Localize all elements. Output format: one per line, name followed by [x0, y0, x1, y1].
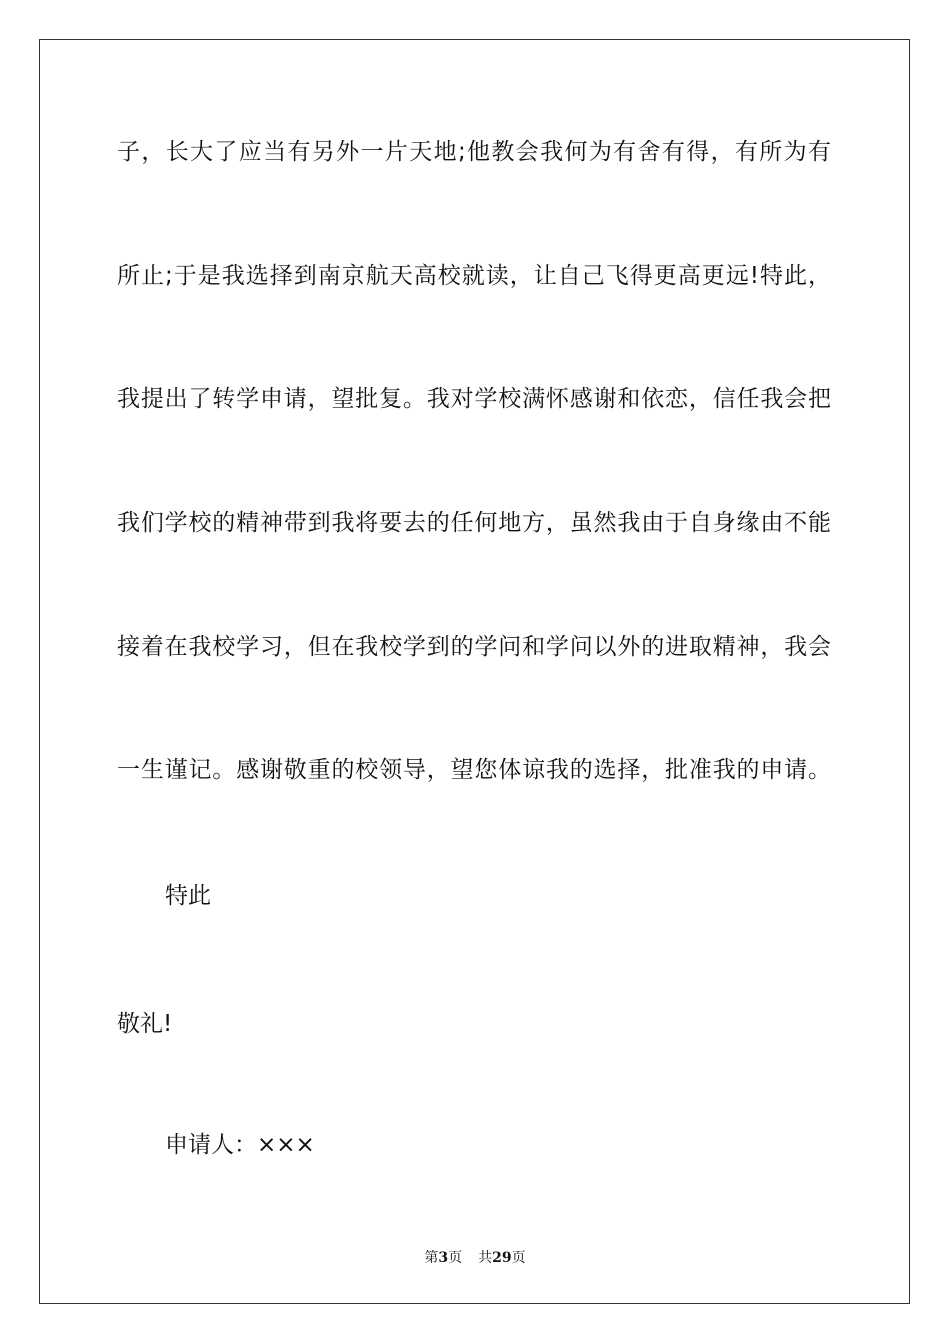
body-line-2: 所止;于是我选择到南京航天高校就读，让自己飞得更高更远!特此， [117, 263, 831, 289]
footer-total-suffix: 页 [511, 1250, 526, 1266]
page-border [39, 39, 910, 1304]
footer-page-suffix: 页 [448, 1250, 463, 1266]
footer-total-pages: 29 [492, 1250, 512, 1266]
applicant-signature: 申请人：××× [165, 1132, 315, 1158]
body-line-1: 子，长大了应当有另外一片天地;他教会我何为有舍有得，有所为有 [117, 139, 831, 165]
salute-text: 敬礼! [117, 1011, 173, 1037]
body-line-4: 我们学校的精神带到我将要去的任何地方，虽然我由于自身缘由不能 [117, 510, 831, 536]
footer-page-prefix: 第 [424, 1250, 439, 1266]
body-line-6: 一生谨记。感谢敬重的校领导，望您体谅我的选择，批准我的申请。 [117, 757, 831, 783]
footer-page-number: 3 [438, 1250, 449, 1266]
body-line-3: 我提出了转学申请，望批复。我对学校满怀感谢和依恋，信任我会把 [117, 386, 831, 412]
closing-text: 特此 [165, 883, 211, 909]
footer-total-prefix: 共 [478, 1250, 493, 1266]
body-line-5: 接着在我校学习，但在我校学到的学问和学问以外的进取精神，我会 [117, 634, 831, 660]
page-footer [0, 1247, 950, 1267]
